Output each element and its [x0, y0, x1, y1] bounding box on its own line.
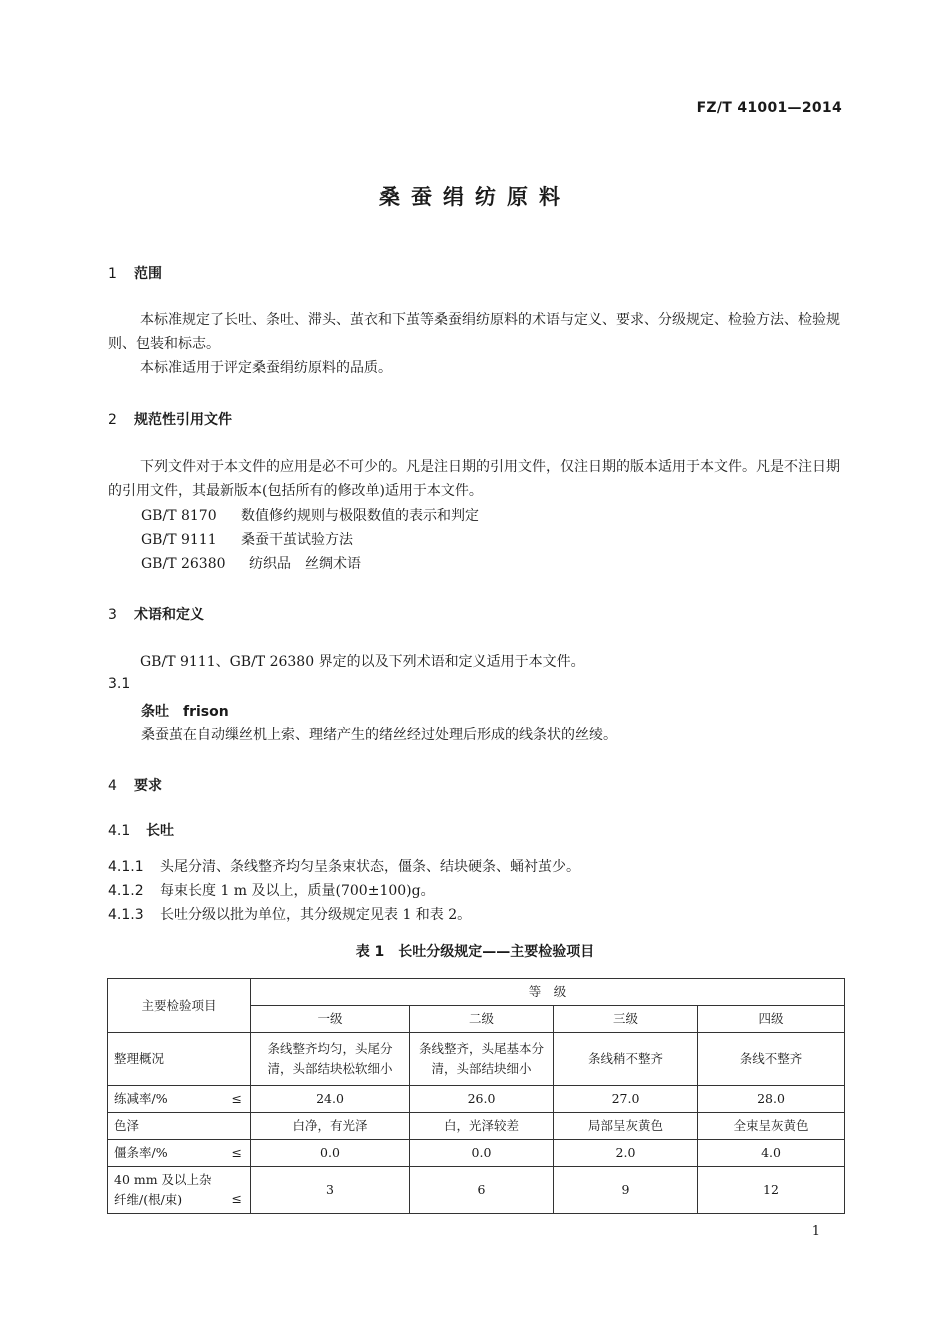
- section-number: 2: [108, 412, 117, 428]
- table-row: [108, 1140, 845, 1167]
- term-number: 3.1: [108, 676, 131, 692]
- clause-text: 长吐分级以批为单位，其分级规定见表 1 和表 2。: [160, 907, 472, 923]
- reference-code: GB/T 8170: [141, 508, 217, 524]
- table-cell: 4.0: [698, 1140, 845, 1167]
- section-title: 术语和定义: [134, 607, 204, 623]
- grade-header: 三级: [554, 1006, 698, 1033]
- table-row: [108, 1033, 845, 1086]
- clause-item: [108, 856, 580, 876]
- section-number: 4: [108, 778, 117, 794]
- table-cell: 白净，有光泽: [251, 1113, 410, 1140]
- grade-header: 一级: [251, 1006, 410, 1033]
- table-row: [108, 1167, 845, 1214]
- le-symbol: ≤: [231, 1145, 242, 1160]
- table-cell: 27.0: [554, 1086, 698, 1113]
- table-header-row: [108, 979, 845, 1006]
- table-caption: 表 1 长吐分级规定——主要检验项目: [355, 944, 595, 960]
- table-row: [108, 1086, 845, 1113]
- reference-name: 桑蚕干茧试验方法: [241, 532, 353, 548]
- header-grade-cell: 等 级: [251, 979, 845, 1006]
- standard-number: FZ/T 41001—2014: [696, 100, 842, 116]
- table-cell: 3: [251, 1167, 410, 1214]
- term-name: 条吐 frison: [141, 704, 229, 720]
- grade-header: 二级: [410, 1006, 554, 1033]
- table-cell: 12: [698, 1167, 845, 1214]
- table-cell: 条线整齐，头尾基本分清，头部结块细小: [410, 1033, 554, 1086]
- document-title: 桑蚕绢纺原料: [379, 185, 571, 209]
- table-cell: 26.0: [410, 1086, 554, 1113]
- clause-number: 4.1.1: [108, 859, 144, 875]
- clause-text: 每束长度 1 m 及以上，质量(700±100)g。: [160, 883, 435, 899]
- table-row: [108, 1113, 845, 1140]
- reference-item: [141, 553, 361, 573]
- table-cell: 2.0: [554, 1140, 698, 1167]
- section-3-para-1: GB/T 9111、GB/T 26380 界定的以及下列术语和定义适用于本文件。: [140, 654, 585, 670]
- reference-item: [141, 529, 353, 549]
- section-4-heading: [108, 775, 162, 795]
- row-label-text: 40 mm 及以上杂纤维/(根/束): [114, 1172, 212, 1207]
- section-2-para-1: 下列文件对于本文件的应用是必不可少的。凡是注日期的引用文件，仅注日期的版本适用于本文件。凡是不注日期的引用文件，其最新版本(包括所有的修改单)适用于本文件。: [108, 459, 840, 499]
- row-label: [108, 1167, 251, 1214]
- table-cell: 6: [410, 1167, 554, 1214]
- clause-number: 4.1.2: [108, 883, 144, 899]
- grade-header: 四级: [698, 1006, 845, 1033]
- table-cell: 条线稍不整齐: [554, 1033, 698, 1086]
- term-definition: 桑蚕茧在自动缫丝机上索、理绪产生的绪丝经过处理后形成的线条状的丝绫。: [141, 727, 617, 743]
- clause-text: 头尾分清、条线整齐均匀呈条束状态，僵条、结块硬条、蛹衬茧少。: [160, 859, 580, 875]
- table-cell: 条线不整齐: [698, 1033, 845, 1086]
- row-label-text: 色泽: [114, 1118, 140, 1133]
- subsection-number: 4.1: [108, 823, 131, 839]
- le-symbol: ≤: [231, 1091, 242, 1106]
- grading-table: [107, 978, 845, 1214]
- table-cell: 白，光泽较差: [410, 1113, 554, 1140]
- le-symbol: ≤: [231, 1191, 242, 1206]
- table-cell: 24.0: [251, 1086, 410, 1113]
- table-cell: 0.0: [251, 1140, 410, 1167]
- reference-name: 数值修约规则与极限数值的表示和判定: [241, 508, 479, 524]
- section-2-heading: [108, 409, 232, 429]
- section-1-para-1: 本标准规定了长吐、条吐、滞头、茧衣和下茧等桑蚕绢纺原料的术语与定义、要求、分级规定、检验方法、检验规则、包装和标志。: [108, 312, 840, 352]
- table-cell: 9: [554, 1167, 698, 1214]
- table-cell: 28.0: [698, 1086, 845, 1113]
- table-cell: 局部呈灰黄色: [554, 1113, 698, 1140]
- reference-item: [141, 505, 479, 525]
- reference-code: GB/T 26380: [141, 556, 226, 572]
- subsection-title: 长吐: [146, 823, 174, 839]
- row-label: [108, 1033, 251, 1086]
- row-label-text: 整理概况: [114, 1051, 165, 1066]
- section-number: 3: [108, 607, 117, 623]
- section-title: 范围: [134, 266, 162, 282]
- reference-name: 纺织品 丝绸术语: [249, 556, 361, 572]
- row-label: [108, 1113, 251, 1140]
- clause-number: 4.1.3: [108, 907, 144, 923]
- section-title: 规范性引用文件: [134, 412, 232, 428]
- row-label-text: 僵条率/%: [114, 1145, 168, 1160]
- section-3-heading: [108, 604, 204, 624]
- section-title: 要求: [134, 778, 162, 794]
- table-cell: 全束呈灰黄色: [698, 1113, 845, 1140]
- table-cell: 条线整齐均匀，头尾分清，头部结块松软细小: [251, 1033, 410, 1086]
- subsection-4-1-heading: [108, 820, 174, 840]
- header-item-cell: 主要检验项目: [108, 979, 251, 1033]
- page-number: 1: [811, 1224, 820, 1239]
- clause-item: [108, 904, 471, 924]
- section-1-heading: [108, 263, 162, 283]
- section-1-para-2: 本标准适用于评定桑蚕绢纺原料的品质。: [140, 360, 392, 376]
- row-label-text: 练减率/%: [114, 1091, 168, 1106]
- row-label: [108, 1086, 251, 1113]
- reference-code: GB/T 9111: [141, 532, 217, 548]
- row-label: [108, 1140, 251, 1167]
- clause-item: [108, 880, 435, 900]
- table-cell: 0.0: [410, 1140, 554, 1167]
- section-number: 1: [108, 266, 117, 282]
